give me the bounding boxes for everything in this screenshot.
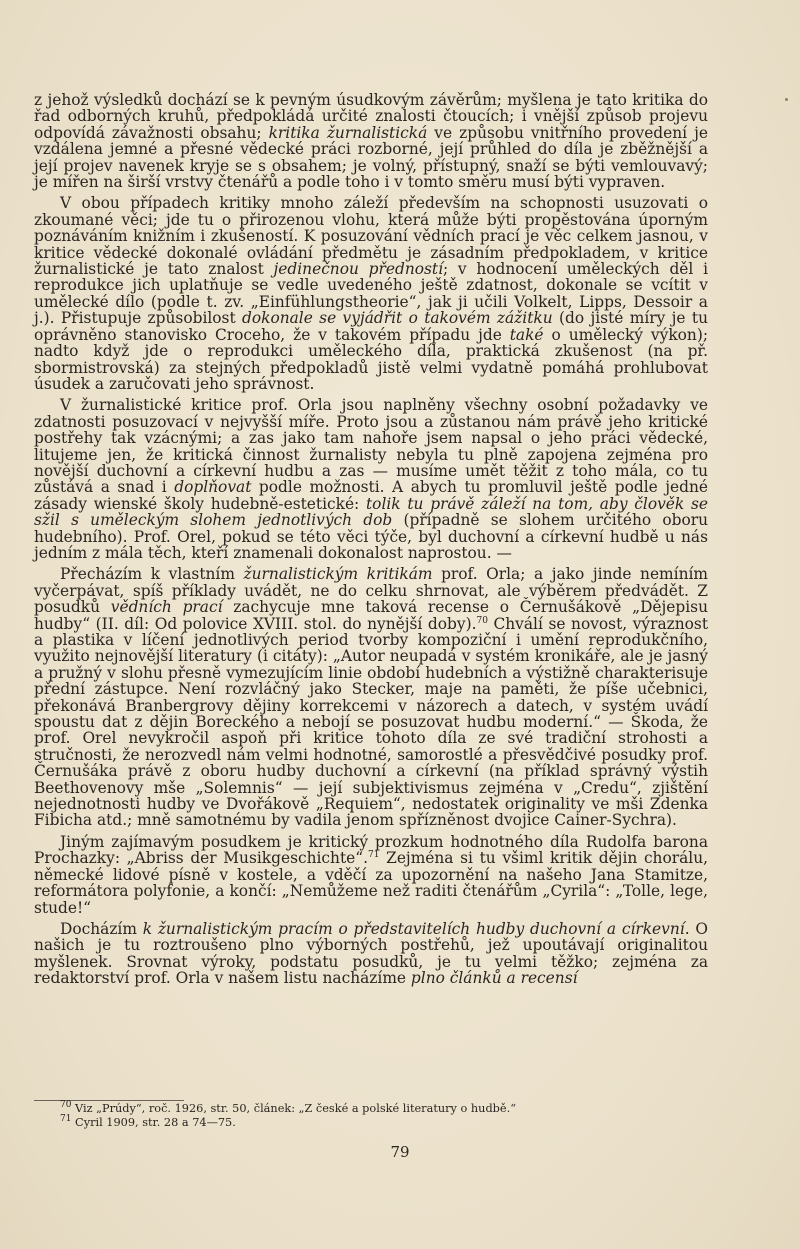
- paragraph-2: V obou případech kritiky mnoho záleží především na schopnosti usuzovati o zkoumané věci; jde tu o přirozenou vlohu, která může býti propěstována úporným poznáváním knižním i zkušeností. K posuzování vědních prací je věc celkem jasnou, v kritice vědecké dokonalé ovládání předmětu je zásadním předpokladem, v kritice žurnalistické je tato znalost jedinečnou předností; v hodnocení uměleckých děl i reprodukce jich uplatňuje se vedle uvedeného ještě zdatnost, dokonale se vcítit v umělecké dílo (podle t. zv. „Einfühlungstheorie“, jak ji učili Volkelt, Lipps, Dessoir a j.). Přistupuje způsobilost dokonale se vyjádřit o takovém zážitku (do jisté míry je tu oprávněno stanovisko Croceho, že v takovém případu jde také o umělecký výkon); nadto když jde o reprodukci uměleckého díla, praktická zkušenost (na př. sbormistrovská) za stejných předpokladů jistě velmi vydatně pomáhá prohlubovat úsudek a zaručovati jeho správnost.: [34, 194, 709, 393]
- footnote-ref-71: 71: [368, 850, 380, 861]
- footnote-70: $^{70}$ Viz „Prúdy“, roč. 1926, str. 50, článek: „Z české a polské literatury o hudbě.“: [60, 1100, 516, 1115]
- paragraph-6: Docházím k žurnalistickým pracím o představitelích hudby duchovní a církevní. O našich je tu roztroušeno plno výborných postřehů, jež upoutávají originalitou myšlenek. Srovnat výroky, podstatu posudků, je tu velmi těžko; zejména za redaktorství prof. Orla v našem listu nacházíme plno článků a recensí: [34, 919, 708, 988]
- footnote-ref-70: 70: [476, 615, 488, 626]
- paper-speck: [785, 98, 788, 101]
- paragraph-4: Přecházím k vlastním žurnalistickým kritikám prof. Orla; a jako jinde nemíním vyčerpávat, spíš příklady uvádět, ne do celku shrnovat, ale výběrem předvádět. Z posudků vědních prací zachycuje mne taková recense o Černušákově „Dějepisu hudby“ (II. díl: Od polovice XVIII. stol. do nynější doby).$^{70}$ Chválí se novost, výraznost a plastika v líčení jednotlivých period tvorby kompoziční i umění reprodukčního, využito nejnovější literatury (i citáty): „Autor neupadá v systém kronikáře, ale je jasný a pružný v slohu přesně vymezujícím linie období hudebních a výstižně charakterisuje přední zástupce. Není rozvláčný jako Stecker, maje na paměti, že píše učebnici, překonává Branbergrovy dějiny korrekcemi v názorech a datech, v systém uvádí spoustu dat z dějin Boreckého a nebojí se posuzovat hudbu moderní.“ — Škoda, že prof. Orel nevykročil aspoň při kritice tohoto díla ze své tradiční strohosti a stručnosti, že nerozvedl nám velmi hodnotné, samorostlé a přesvědčivé posudky prof. Černušáka právě z oboru hudby duchovní a církevní (na příklad správný výstih Beethovenovy mše „Solemnis“ — její subjektivismus zejména v „Credu“, zjištění nejednotnosti hudby ve Dvořákově „Requiem“, nedostatek originality ve mši Zdenka Fibicha atd.; mně samotnému by vadila jenom spřízněnost dvojice Cainer-Sychra).: [34, 565, 709, 830]
- paragraph-1: z jehož výsledků dochází se k pevným úsudkovým závěrům; myšlena je tato kritika do řad odborných kruhů, předpokládá určité znalosti čtoucích; i vnější způsob projevu odpovídá závažnosti obsahu; kritika žurnalistická ve způsobu vnitřního provedení je vzdálena jemné a přesné vědecké práci rozborné, její průhled do díla je zběžnější a její projev navenek kryje se s obsahem; je volný, přístupný, snaží se býti vemlouvavý; je mířen na širší vrstvy čtenářů a podle toho i v tomto směru musí býti vypraven.: [34, 91, 708, 192]
- footnotes: [60, 1102, 700, 1130]
- paragraph-3: V žurnalistické kritice prof. Orla jsou naplněny všechny osobní požadavky ve zdatnosti posuzovací v nejvyšší míře. Proto jsou a zůstanou nám právě jeho kritické postřehy tak vzácnými; a zas jako tam nahoře jsem napsal o jeho práci vědecké, litujeme jen, že kritická činnost žurnalisty nebyla tu plně zapojena zejména pro novější duchovní a církevní hudbu a zas — musíme umět těžit z toho mála, co tu zůstává a snad i doplňovat podle možnosti. A abych tu promluvil ještě podle jedné zásady wienské školy hudebně-estetické: tolik tu právě záleží na tom, aby člověk se sžil s uměleckým slohem jednotlivých dob (případně se slohem určitého oboru hudebního). Prof. Orel, pokud se této věci týče, byl duchovní a církevní hudbě u nás jedním z mála těch, kteří znamenali dokonalost naprostou. —: [34, 396, 709, 562]
- body-text: [34, 92, 708, 987]
- paragraph-5: Jiným zajímavým posudkem je kritický prozkum hodnotného díla Rudolfa barona Prochazky: „Abriss der Musikgeschichte“.$^{71}$ Zejména si tu všiml kritik dějin chorálu, německé lidové písně v kostele, a vděčí za upozornění na našeho Jana Stamitze, reformátora polyfonie, a končí: „Nemůžeme než raditi čtenářům „Cyrila“: „Tolle, lege, stude!“: [34, 832, 708, 917]
- footnote-71: $^{71}$ Cyril 1909, str. 28 a 74—75.: [60, 1114, 236, 1129]
- page-number: 79: [390, 1143, 410, 1161]
- footnote-divider: [34, 1100, 184, 1101]
